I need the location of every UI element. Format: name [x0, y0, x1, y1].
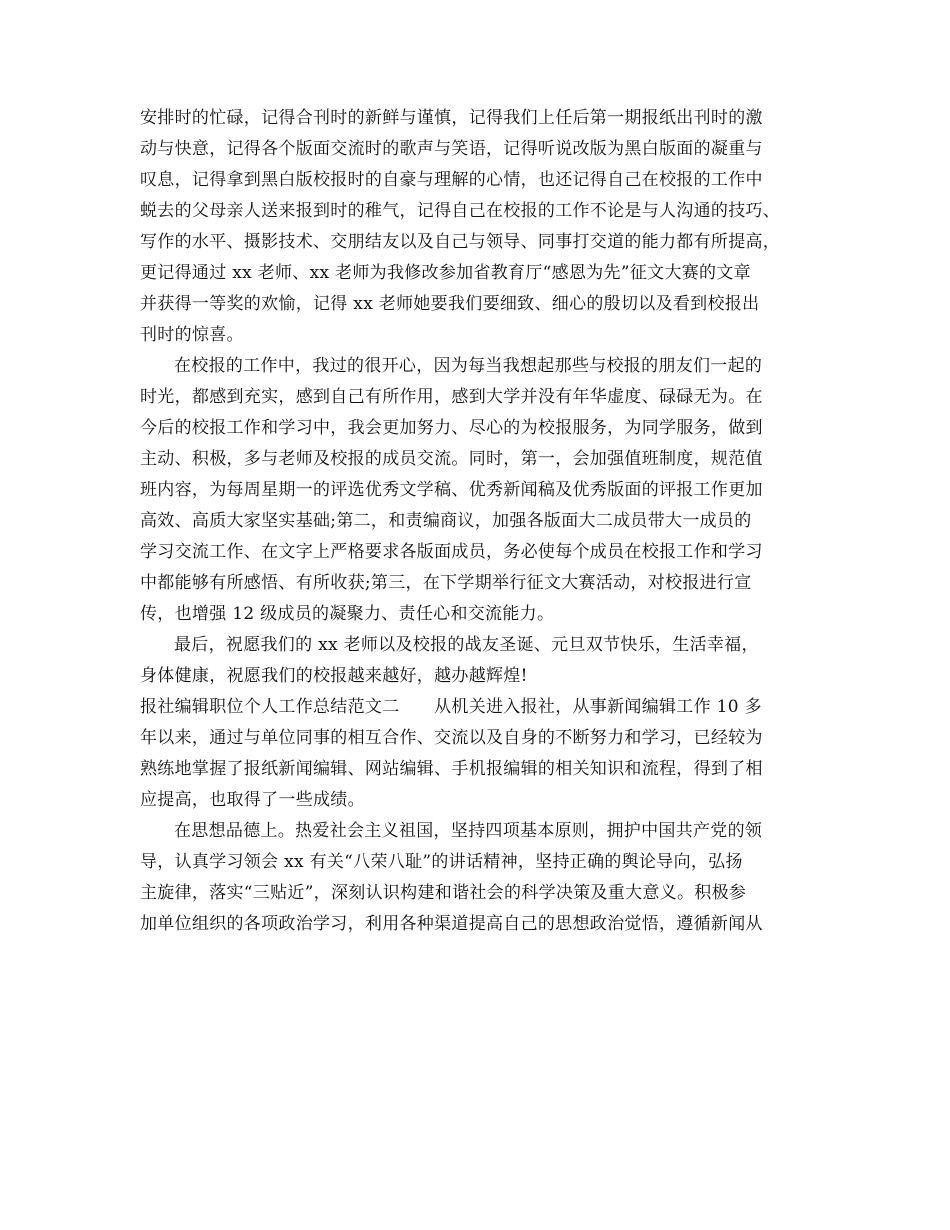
- text-line: 主动、积极，多与老师及校报的成员交流。同时，第一，会加强值班制度，规范值: [140, 449, 763, 469]
- document-body: [140, 103, 820, 940]
- section-heading-line: 报社编辑职位个人工作总结范文二 从机关进入报社，从事新闻编辑工作 10 多: [140, 697, 762, 717]
- text-line: 加单位组织的各项政治学习，利用各种渠道提高自己的思想政治觉悟，遵循新闻从: [140, 914, 763, 934]
- text-line: 高效、高质大家坚实基础;第二，和责编商议，加强各版面大二成员带大一成员的: [140, 511, 752, 531]
- text-line: 中都能够有所感悟、有所收获;第三，在下学期举行征文大赛活动，对校报进行宣: [140, 573, 752, 593]
- text-line: 并获得一等奖的欢愉，记得 xx 老师她要我们要细致、细心的殷切以及看到校报出: [140, 294, 760, 314]
- text-line: 更记得通过 xx 老师、xx 老师为我修改参加省教育厅“感恩为先”征文大赛的文章: [140, 263, 751, 283]
- text-line: 年以来，通过与单位同事的相互合作、交流以及自身的不断努力和学习，已经较为: [140, 728, 763, 748]
- text-line: 叹息，记得拿到黑白版校报时的自豪与理解的心情，也还记得自己在校报的工作中: [140, 170, 763, 190]
- text-line: 班内容，为每周星期一的评选优秀文学稿、优秀新闻稿及优秀版面的评报工作更加: [140, 480, 763, 500]
- paragraph-start-line: 在思想品德上。热爱社会主义祖国，坚持四项基本原则，拥护中国共产党的领: [174, 821, 763, 841]
- text-line: 熟练地掌握了报纸新闻编辑、网站编辑、手机报编辑的相关知识和流程，得到了相: [140, 759, 763, 779]
- text-line: 主旋律，落实“三贴近”，深刻认识构建和谐社会的科学决策及重大意义。积极参: [140, 883, 747, 903]
- paragraph-start-line: 最后，祝愿我们的 xx 老师以及校报的战友圣诞、元旦双节快乐，生活幸福，: [174, 635, 759, 655]
- text-line: 应提高，也取得了一些成绩。: [140, 790, 365, 810]
- text-line: 今后的校报工作和学习中，我会更加努力、尽心的为校报服务，为同学服务，做到: [140, 418, 763, 438]
- text-line: 动与快意，记得各个版面交流时的歌声与笑语，记得听说改版为黑白版面的凝重与: [140, 139, 763, 159]
- paragraph-start-line: 在校报的工作中，我过的很开心，因为每当我想起那些与校报的朋友们一起的: [174, 356, 763, 376]
- text-line: 时光，都感到充实，感到自己有所作用，感到大学并没有年华虚度、碌碌无为。在: [140, 387, 763, 407]
- text-line: 安排时的忙碌，记得合刊时的新鲜与谨慎，记得我们上任后第一期报纸出刊时的激: [140, 108, 763, 128]
- text-line: 写作的水平、摄影技术、交朋结友以及自己与领导、同事打交道的能力都有所提高，: [140, 232, 781, 252]
- text-line: 学习交流工作、在文字上严格要求各版面成员，务必使每个成员在校报工作和学习: [140, 542, 763, 562]
- text-line: 蜕去的父母亲人送来报到时的稚气，记得自己在校报的工作不论是与人沟通的技巧、: [140, 201, 781, 221]
- text-line: 身体健康，祝愿我们的校报越来越好，越办越辉煌!: [140, 666, 528, 686]
- text-line: 传，也增强 12 级成员的凝聚力、责任心和交流能力。: [140, 604, 555, 624]
- text-line: 导，认真学习领会 xx 有关“八荣八耻”的讲话精神，坚持正确的舆论导向，弘扬: [140, 852, 743, 872]
- text-line: 刊时的惊喜。: [140, 325, 244, 345]
